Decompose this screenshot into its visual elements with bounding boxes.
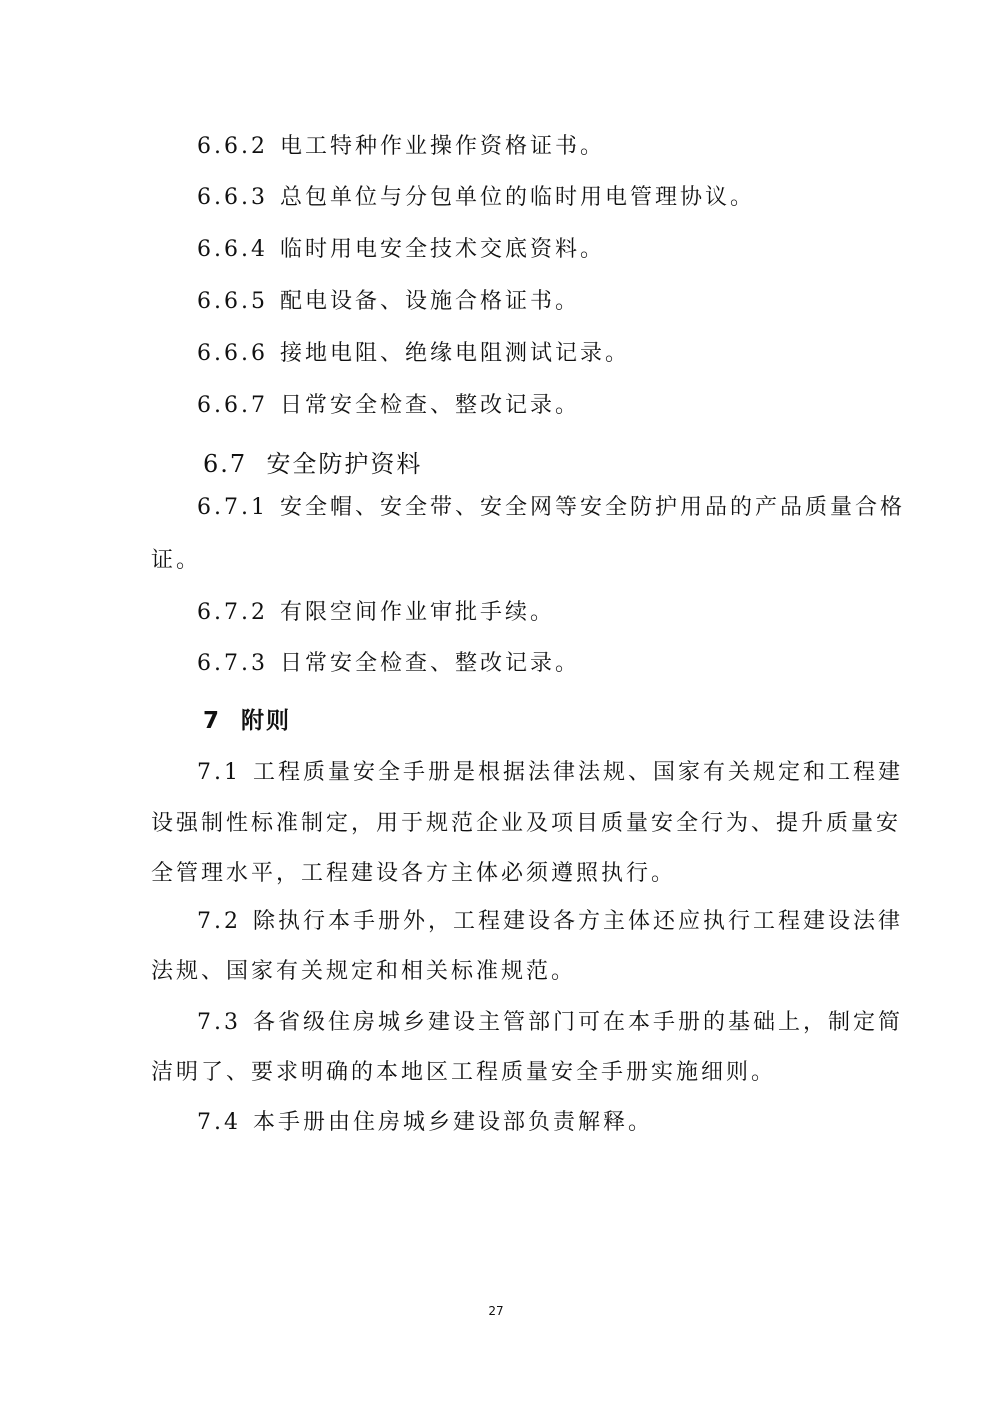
item-number: 6.6.2 (197, 134, 268, 159)
item-6-6-5 (197, 287, 897, 317)
item-6-6-6 (197, 339, 897, 369)
paragraph-number: 7.3 (197, 1010, 241, 1035)
paragraph-text: 除执行本手册外，工程建设各方主体还应执行工程建设法律 (253, 909, 904, 934)
paragraph-text: 全管理水平，工程建设各方主体必须遵照执行。 (151, 861, 677, 886)
paragraph-7-3-line-2 (151, 1058, 851, 1088)
item-text: 临时用电安全技术交底资料。 (279, 237, 605, 262)
paragraph-7-1-line-2 (151, 809, 902, 839)
item-number: 6.6.6 (197, 341, 268, 366)
section-number: 6.7 (203, 450, 248, 478)
item-6-6-4 (197, 235, 897, 265)
paragraph-7-2-line-2 (151, 957, 851, 987)
item-text: 总包单位与分包单位的临时用电管理协议。 (279, 185, 755, 210)
section-title: 安全防护资料 (266, 450, 423, 478)
paragraph-text: 各省级住房城乡建设主管部门可在本手册的基础上，制定简 (253, 1010, 904, 1035)
paragraph-number: 7.1 (197, 760, 241, 785)
paragraph-text: 本手册由住房城乡建设部负责解释。 (253, 1110, 654, 1135)
paragraph-7-1-line-3 (151, 859, 851, 889)
paragraph-text: 设强制性标准制定，用于规范企业及项目质量安全行为、提升质量安 (151, 811, 902, 836)
item-number: 6.7.2 (197, 600, 268, 625)
section-heading-6-7 (203, 449, 422, 479)
item-6-6-7 (197, 391, 897, 421)
chapter-heading-7 (203, 706, 291, 736)
item-number: 6.7.1 (197, 495, 268, 520)
item-number: 6.7.3 (197, 651, 268, 676)
chapter-title: 附则 (241, 708, 292, 734)
item-text: 接地电阻、绝缘电阻测试记录。 (279, 341, 630, 366)
item-text: 日常安全检查、整改记录。 (279, 651, 580, 676)
item-6-6-2 (197, 132, 897, 162)
paragraph-text: 工程质量安全手册是根据法律法规、国家有关规定和工程建 (253, 760, 904, 785)
item-text: 证。 (151, 548, 202, 573)
item-text: 配电设备、设施合格证书。 (279, 289, 580, 314)
paragraph-7-2 (197, 907, 904, 937)
page-number: 27 (488, 1304, 504, 1318)
paragraph-number: 7.2 (197, 909, 241, 934)
item-text: 电工特种作业操作资格证书。 (279, 134, 605, 159)
paragraph-7-3 (197, 1008, 904, 1038)
item-6-7-2 (197, 598, 897, 628)
item-number: 6.6.5 (197, 289, 268, 314)
item-6-7-1 (197, 493, 905, 523)
paragraph-7-1 (197, 758, 904, 788)
item-number: 6.6.4 (197, 237, 268, 262)
item-text: 有限空间作业审批手续。 (279, 600, 555, 625)
item-number: 6.6.7 (197, 393, 268, 418)
paragraph-7-4 (197, 1108, 897, 1138)
paragraph-text: 洁明了、要求明确的本地区工程质量安全手册实施细则。 (151, 1060, 777, 1085)
item-number: 6.6.3 (197, 185, 268, 210)
chapter-number: 7 (203, 708, 222, 734)
item-6-7-1-continuation (151, 546, 851, 576)
item-6-6-3 (197, 183, 897, 213)
paragraph-number: 7.4 (197, 1110, 241, 1135)
item-6-7-3 (197, 649, 897, 679)
item-text: 安全帽、安全带、安全网等安全防护用品的产品质量合格 (279, 495, 905, 520)
paragraph-text: 法规、国家有关规定和相关标准规范。 (151, 959, 577, 984)
item-text: 日常安全检查、整改记录。 (279, 393, 580, 418)
